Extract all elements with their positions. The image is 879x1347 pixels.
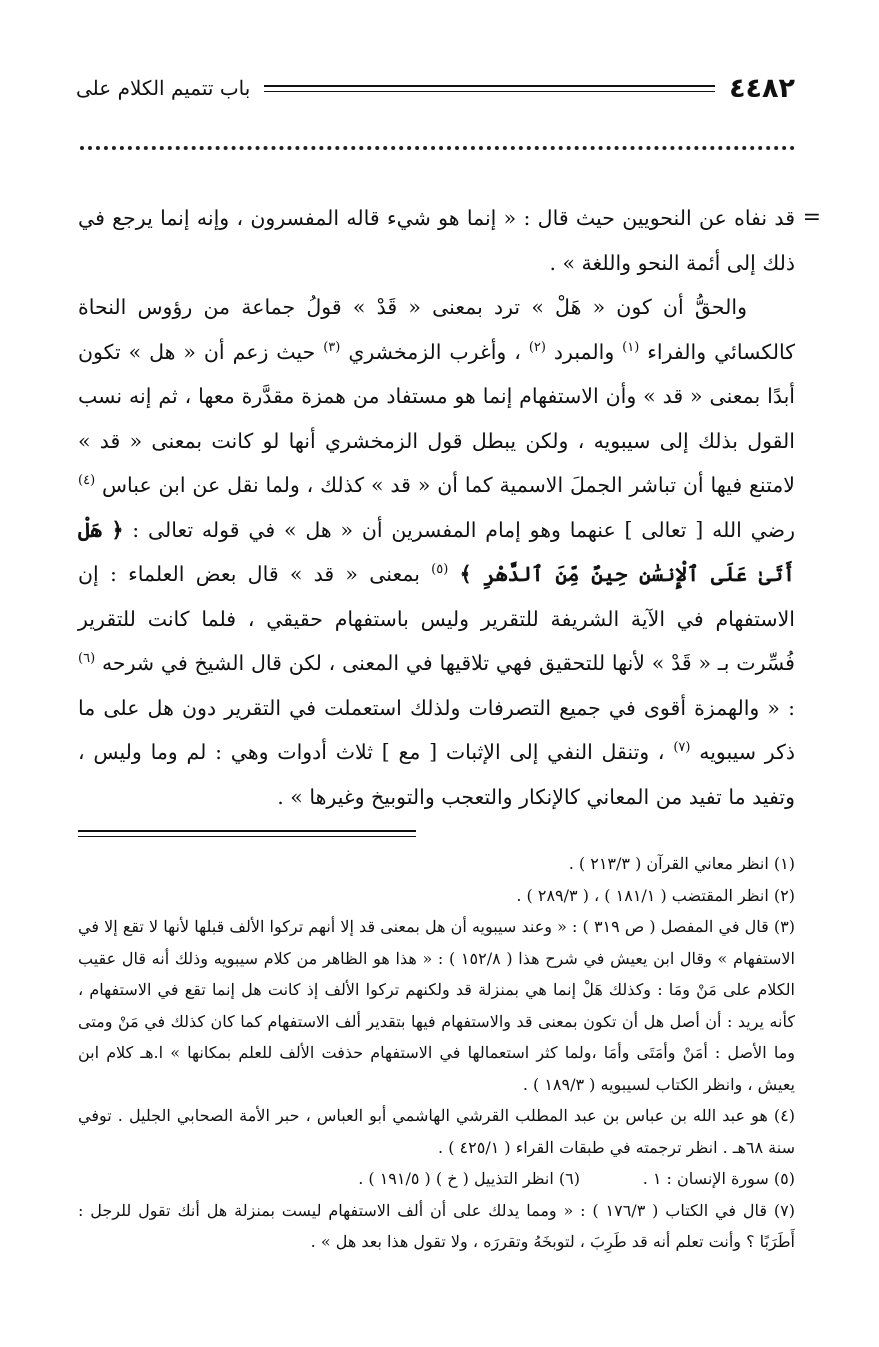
- p2-part-d: حيث زعم أن « هل » تكون أبدًا بمعنى « قد » وأن الاستفهام إنما هو مستفاد من همزة مقدَّرة معها ، ثم إنه نسب القول بذلك إلى سيبويه ، ولكن يبطل قول الزمخشري أنها لو كانت بمعنى « قد » لامتنع فيها أن تباشر الجملَ الاسمية كما أن « قد » كذلك ، ولما نقل عن ابن عباس: [78, 339, 795, 497]
- footnote-ref-1[interactable]: (١): [622, 339, 640, 355]
- chapter-title: باب تتميم الكلام على: [76, 76, 251, 100]
- footnote-ref-3[interactable]: (٣): [323, 339, 341, 355]
- main-text: [78, 196, 821, 819]
- header-rule: [264, 85, 715, 92]
- footnote-4: (٤) هو عبد الله بن عباس بن عبد المطلب القرشي الهاشمي أبو العباس ، حبر الأمة الصحابي الجليل . توفي سنة ٦٨هـ . انظر ترجمته في طبقات القراء ( ٤٢٥/١ ) .: [78, 1106, 795, 1157]
- p2-part-h: ، وتنقل النفي إلى الإثبات [ مع ] ثلاث أدوات وهي : لم وما وليس ، وتفيد ما تفيد من المعاني كالإنكار والتعجب والتوبيخ وغيرها » .: [78, 740, 795, 809]
- footnote-ref-2[interactable]: (٢): [528, 339, 546, 355]
- p2-part-e: رضي الله [ تعالى ] عنهما وهو إمام المفسرين أن « هل » في قوله تعالى :: [123, 517, 795, 542]
- footnote-ref-7[interactable]: (٧): [673, 740, 691, 756]
- p2-part-f: بمعنى « قد » قال بعض العلماء : إن الاستفهام في الآية الشريفة للتقرير وليس باستفهام حقيقي ، فلما كانت للتقرير فُسِّرت بـ « قَدْ » لأنها للتحقيق فهي تلاقيها في المعنى ، لكن قال الشيخ في شرحه: [78, 562, 795, 675]
- footnote-ref-4[interactable]: (٤): [78, 473, 96, 489]
- footnote-ref-6[interactable]: (٦): [78, 651, 96, 667]
- footnote-6: (٦) انظر التذييل ( خ ) ( ١٩١/٥ ) .: [358, 1169, 580, 1188]
- footnote-3: (٣) قال في المفصل ( ص ٣١٩ ) : « وعند سيبويه أن هل بمعنى قد إلا أنهم تركوا الألف قبلها لأنها لا تقع إلا في الاستفهام » وقال ابن يعيش في شرح هذا ( ١٥٢/٨ ) : « هذا هو الظاهر من كلام سيبويه وذلك أنه قال عقيب الكلام على مَنْ ومَا : وكذلك هَلْ إنما هي بمنزلة قد ولكنهم تركوا الألف إذ كانت هل إنما تقع في الاستفهام ، كأنه يريد : أن أصل هل أن تكون بمعنى قد والاستفهام فيها بتقدير ألف الاستفهام كما كان كذلك في مَنْ ومتى وما الأصل : أمَنْ وأمَتَى وأمَا ،ولما كثر استعمالها في الاستفهام حذفت الألف للعلم بمكانها » ا.هـ كلام ابن يعيش ، وانظر الكتاب لسيبويه ( ١٨٩/٣ ) .: [78, 917, 796, 1094]
- dotted-separator: [80, 146, 795, 150]
- p2-part-a: والحقُّ أن كون « هَلْ » ترد بمعنى « قَدْ » قولُ جماعة من رؤوس النحاة كالكسائي والفراء: [78, 295, 795, 364]
- p2-part-c: ، وأغرب الزمخشري: [348, 339, 529, 364]
- footnote-1: (١) انظر معاني القرآن ( ٢١٣/٣ ) .: [568, 854, 795, 873]
- footnote-row-5-6: [78, 1163, 795, 1195]
- p2-part-g: : « والهمزة أقوى في جميع التصرفات ولذلك استعملت في التقرير دون هل على ما ذكر سيبويه: [78, 695, 795, 764]
- footnotes: [78, 848, 795, 1258]
- running-header: [76, 68, 795, 108]
- page-number: ٤٤٨٢: [729, 72, 795, 104]
- paragraph-2: [78, 285, 795, 819]
- footnote-rule: [78, 830, 416, 837]
- paragraph-continued: [78, 196, 821, 285]
- p2-part-b: والمبرد: [553, 339, 623, 364]
- continuation-mark: =: [802, 205, 821, 230]
- footnote-5: (٥) سورة الإنسان : ١ .: [642, 1169, 795, 1188]
- footnote-2: (٢) انظر المقتضب ( ١٨١/١ ) ، ( ٢٨٩/٣ ) .: [516, 885, 795, 905]
- quran-verse: ﴿ هَلْ أَتَىٰ عَلَى ٱلْإِنسَٰنِ حِينٌ مِّنَ ٱلدَّهْرِ ﴾: [78, 517, 795, 586]
- paragraph-1-text: قد نفاه عن النحويين حيث قال : « إنما هو شيء قاله المفسرون ، وإنه إنما يرجع في ذلك إلى أئمة النحو واللغة » .: [78, 206, 795, 275]
- footnote-ref-5[interactable]: (٥): [431, 562, 449, 578]
- footnote-7: (٧) قال في الكتاب ( ١٧٦/٣ ) : « ومما يدلك على أن ألف الاستفهام ليست بمنزلة هل أنك تقول للرجل : أَطَرَبًا ؟ وأنت تعلم أنه قد طَرِبَ ، لتوبخَهُ وتقررَه ، ولا تقول هذا بعد هل » .: [78, 1200, 795, 1251]
